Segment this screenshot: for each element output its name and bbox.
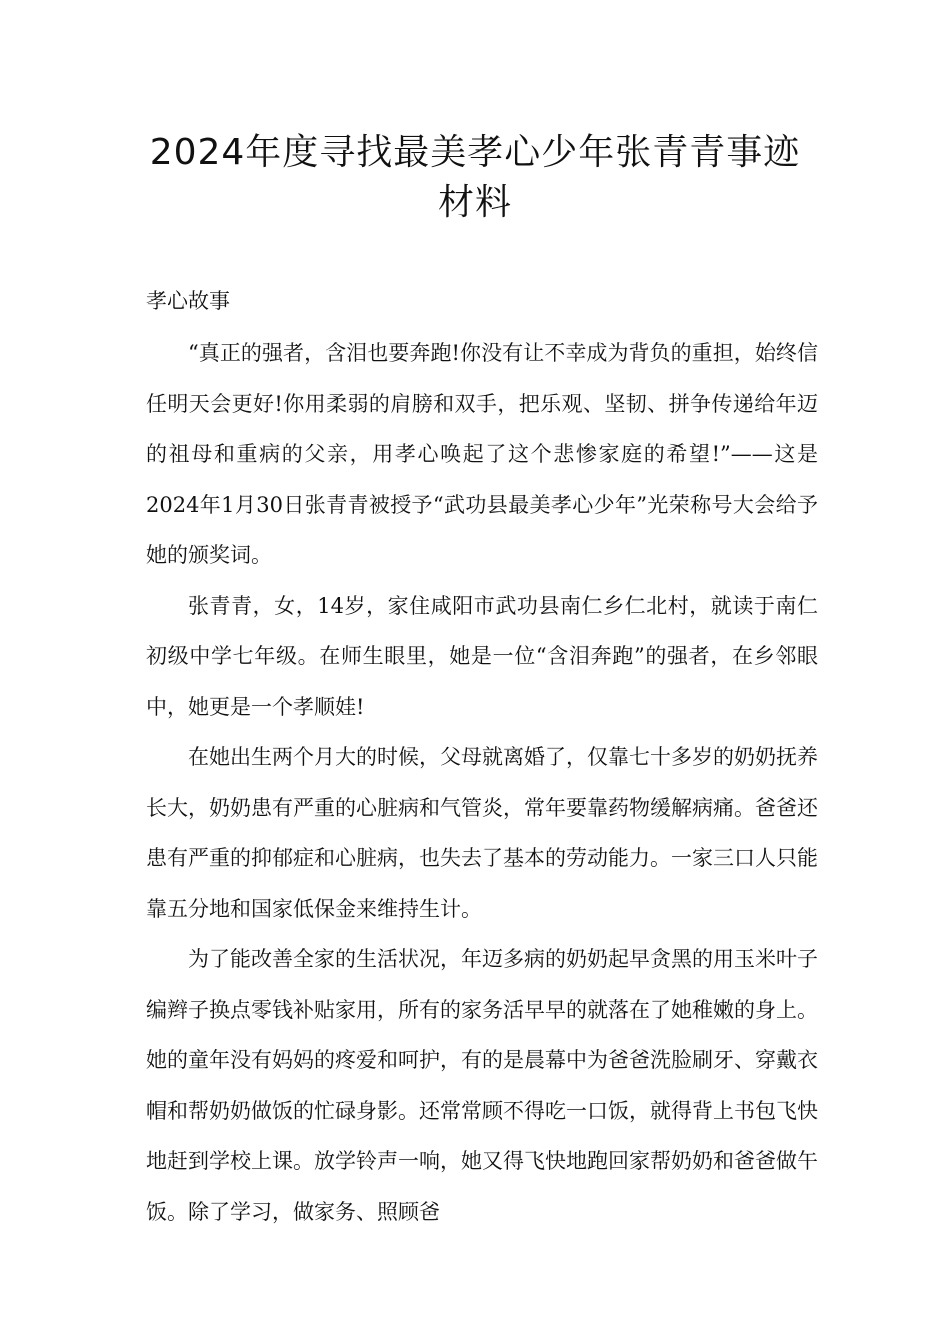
section-heading: 孝心故事 — [146, 289, 230, 313]
paragraph-daily-life: 为了能改善全家的生活状况，年迈多病的奶奶起早贪黑的用玉米叶子编辫子换点零钱补贴家用，所有的家务活早早的就落在了她稚嫩的身上。她的童年没有妈妈的疼爱和呵护，有的是晨幕中为爸爸洗脸刷牙、穿戴衣帽和帮奶奶做饭的忙碌身影。还常常顾不得吃一口饭，就得背上书包飞快地赶到学校上课。放学铃声一响，她又得飞快地跑回家帮奶奶和爸爸做午饭。除了学习，做家务、照顾爸 — [146, 947, 818, 1224]
paragraph-introduction: 张青青，女，14岁，家住咸阳市武功县南仁乡仁北村，就读于南仁初级中学七年级。在师生眼里，她是一位“含泪奔跑”的强者，在乡邻眼中，她更是一个孝顺娃! — [146, 593, 818, 719]
title-line-2: 材料 — [437, 182, 512, 223]
document-body — [146, 328, 818, 1237]
paragraph-family-background: 在她出生两个月大的时候，父母就离婚了，仅靠七十多岁的奶奶抚养长大，奶奶患有严重的心脏病和气管炎，常年要靠药物缓解病痛。爸爸还患有严重的抑郁症和心脏病，也失去了基本的劳动能力。一家三口人只能靠五分地和国家低保金来维持生计。 — [146, 745, 818, 921]
title-line-1: 2024年度寻找最美孝心少年张青青事迹 — [149, 132, 801, 173]
paragraph-award-citation: “真正的强者，含泪也要奔跑!你没有让不幸成为背负的重担，始终信任明天会更好!你用柔弱的肩膀和双手，把乐观、坚韧、拼争传递给年迈的祖母和重病的父亲，用孝心唤起了这个悲惨家庭的希望!”——这是2024年1月30日张青青被授予“武功县最美孝心少年”光荣称号大会给予她的颁奖词。 — [146, 341, 818, 567]
document-title — [120, 128, 830, 228]
